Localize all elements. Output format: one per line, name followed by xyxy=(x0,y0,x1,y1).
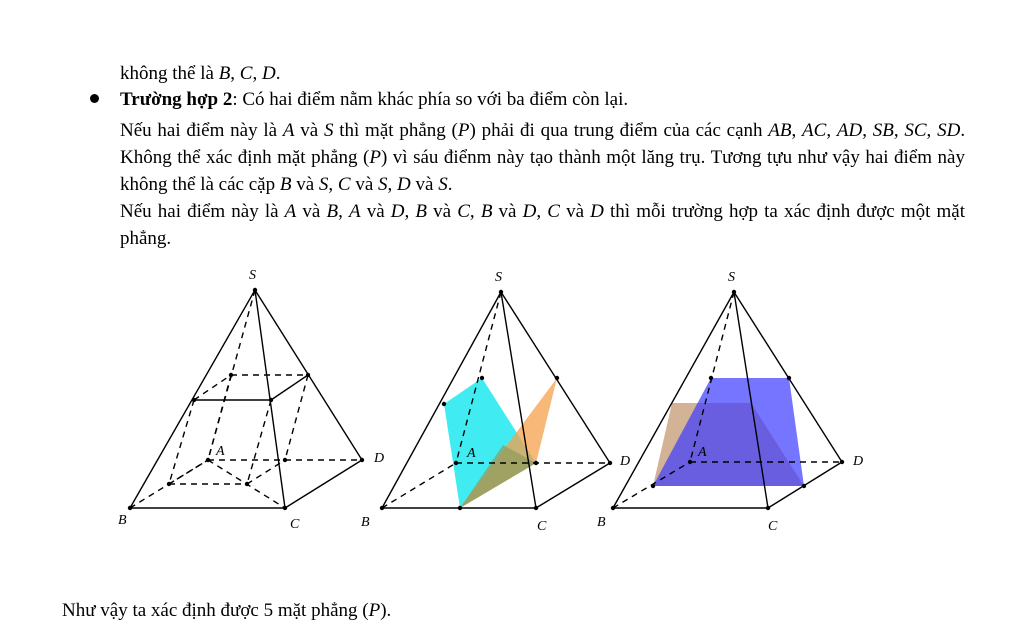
fig1-label-C: C xyxy=(290,517,300,532)
paragraph-2: Nếu hai điểm này là A và B, A và D, B và C, B và D, C và D thì mỗi trường hợp ta xác định được một mặt phẳng. xyxy=(120,201,966,249)
case2-heading: Trường hợp 2: Có hai điểm nằm khác phía so với ba điểm còn lại. xyxy=(120,89,629,110)
fig2-label-C: C xyxy=(537,519,547,534)
fig1-label-S: S xyxy=(249,268,256,283)
fig2-label-B: B xyxy=(361,515,370,530)
fig2-label-A: A xyxy=(467,446,476,461)
conclusion: Như vậy ta xác định được 5 mặt phẳng (P). xyxy=(62,600,392,621)
line-continuation: không thể là B, C, D. xyxy=(120,63,281,84)
fig3-label-D: D xyxy=(853,454,864,469)
fig1-label-B: B xyxy=(118,513,127,528)
paragraph-1: Nếu hai điểm này là A và S thì mặt phẳng (P) phải đi qua trung điểm của các cạnh AB, AC, AD, SB, SC, SD. Không thể xác định mặt phẳng (P) vì sáu điểnm này tạo thành một lăng trụ. Tương tựu như vậy hai điểm này không thể là các cặp B và S, C và S, D và S. xyxy=(120,120,966,195)
fig3-label-S: S xyxy=(728,270,735,285)
figure-1 xyxy=(130,290,362,508)
figure-1-vertices xyxy=(128,288,364,510)
fig2-label-S: S xyxy=(495,270,502,285)
fig3-label-B: B xyxy=(597,515,606,530)
fig3-label-C: C xyxy=(768,519,778,534)
fig1-label-A: A xyxy=(216,444,225,459)
figure-3 xyxy=(653,378,804,486)
fig2-label-D: D xyxy=(620,454,631,469)
fig3-label-A: A xyxy=(698,445,707,460)
fig1-label-D: D xyxy=(374,451,385,466)
